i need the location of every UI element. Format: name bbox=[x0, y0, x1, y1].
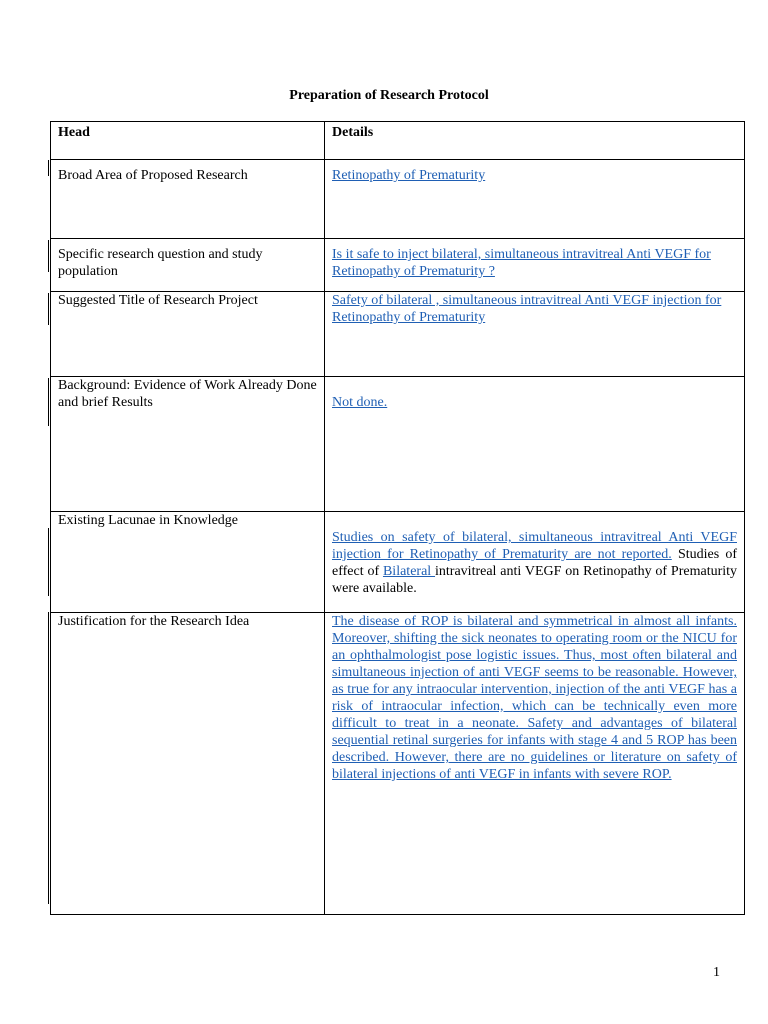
row-details bbox=[325, 160, 745, 239]
row-details bbox=[325, 512, 745, 613]
row-head: Existing Lacunae in Knowledge bbox=[51, 512, 325, 613]
row-head: Specific research question and study population bbox=[51, 239, 325, 292]
row-head: Background: Evidence of Work Already Done and brief Results bbox=[51, 377, 325, 512]
table-header-row bbox=[51, 122, 745, 160]
revision-marker bbox=[48, 240, 49, 272]
row-head: Suggested Title of Research Project bbox=[51, 292, 325, 377]
details-link[interactable]: Safety of bilateral , simultaneous intravitreal Anti VEGF injection for Retinopathy of Prematurity bbox=[332, 293, 722, 325]
document-title: Preparation of Research Protocol bbox=[289, 88, 489, 103]
revision-marker bbox=[48, 160, 49, 176]
table-row-broad-area bbox=[51, 160, 745, 239]
details-text: intravitreal anti VEGF on Retinopathy of Prematurity were available. bbox=[332, 564, 738, 596]
details-link[interactable]: Bilateral bbox=[382, 564, 436, 579]
revision-marker bbox=[48, 293, 49, 325]
row-head: Justification for the Research Idea bbox=[51, 613, 325, 915]
row-head: Broad Area of Proposed Research bbox=[51, 160, 325, 239]
row-details bbox=[325, 377, 745, 512]
details-link[interactable]: Not done. bbox=[332, 395, 388, 410]
table-row-justification bbox=[51, 613, 745, 915]
header-head: Head bbox=[51, 122, 325, 160]
page-number: 1 bbox=[713, 965, 720, 980]
table-row-background bbox=[51, 377, 745, 512]
details-text: Studies of effect of bbox=[332, 547, 738, 579]
revision-marker bbox=[48, 528, 49, 596]
row-details bbox=[325, 292, 745, 377]
table-row-lacunae bbox=[51, 512, 745, 613]
table-row-suggested-title bbox=[51, 292, 745, 377]
details-link[interactable]: Is it safe to inject bilateral, simultaneous intravitreal Anti VEGF for Retinopathy of Prematurity ? bbox=[332, 247, 711, 279]
row-details bbox=[325, 613, 745, 915]
table-row-research-question bbox=[51, 239, 745, 292]
protocol-table bbox=[50, 121, 745, 915]
revision-marker bbox=[48, 612, 49, 904]
revision-marker bbox=[48, 378, 49, 426]
details-link[interactable]: The disease of ROP is bilateral and symmetrical in almost all infants. Moreover, shifting the sick neonates to operating room or the NICU for an ophthalmologist pose logistic issues. Thus, most often bilateral and simultaneous injection of anti VEGF seems to be reasonable. However, as true for any intraocular intervention, injection of the anti VEGF has a risk of intraocular infection, which can be technically even more difficult to treat in a neonate. Safety and advantages of bilateral sequential retinal surgeries for infants with stage 4 and 5 ROP has been described. However, there are no guidelines or literature on safety of bilateral injections of anti VEGF in infants with severe ROP. bbox=[332, 614, 737, 782]
row-details bbox=[325, 239, 745, 292]
header-details: Details bbox=[325, 122, 745, 160]
details-link[interactable]: Retinopathy of Prematurity bbox=[332, 168, 486, 183]
details-link[interactable]: Studies on safety of bilateral, simultaneous intravitreal Anti VEGF injection for Retinopathy of Prematurity are not reported. bbox=[332, 530, 737, 562]
